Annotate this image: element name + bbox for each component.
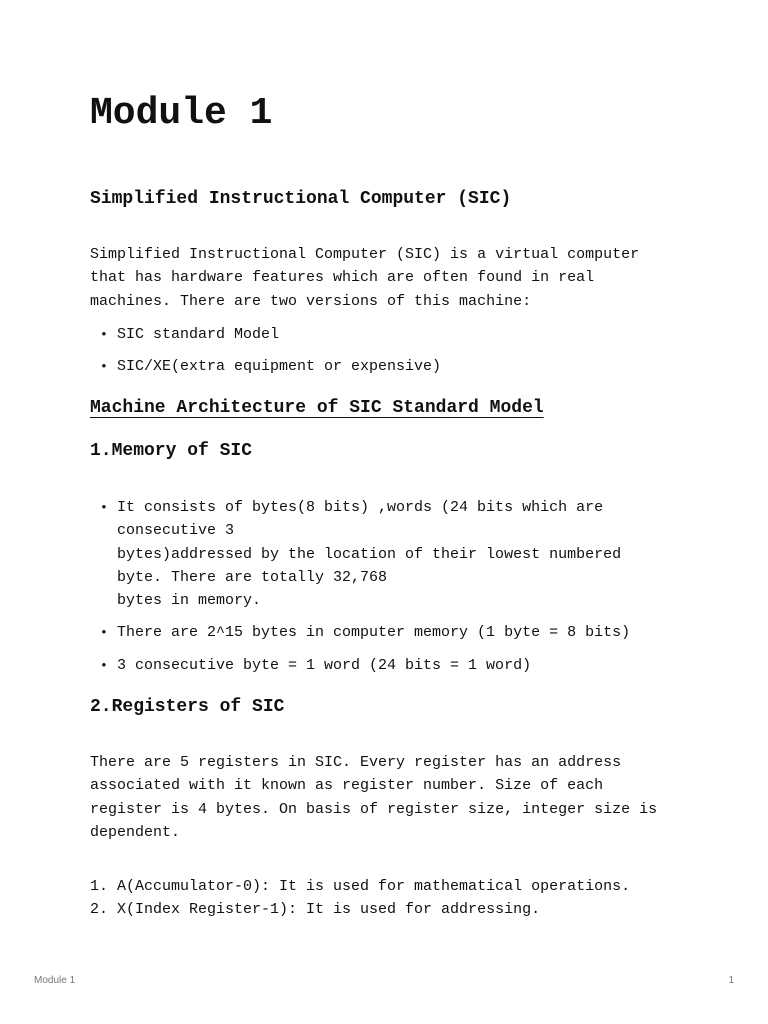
footer-page-number: 1 [728, 975, 734, 986]
sic-versions-list [90, 323, 690, 379]
memory-heading: 1.Memory of SIC [90, 441, 253, 461]
list-item: • 3 consecutive byte = 1 word (24 bits = 1 word) [90, 654, 690, 677]
registers-heading: 2.Registers of SIC [90, 697, 285, 717]
sic-intro-paragraph: Simplified Instructional Computer (SIC) is a virtual computer that has hardware features which are often found in real machines. There are two versions of this machine: [90, 246, 640, 310]
memory-bullets-list [90, 496, 690, 677]
registers-intro-paragraph: There are 5 registers in SIC. Every register has an address associated with it known as register number. Size of each register is 4 bytes. On basis of register size, integer size is dependent. [90, 754, 658, 841]
page-title: Module 1 [90, 92, 273, 135]
sic-heading: Simplified Instructional Computer (SIC) [90, 189, 512, 209]
architecture-heading: Machine Architecture of SIC Standard Model [90, 398, 544, 418]
registers-numbered-list [90, 875, 710, 922]
list-item: • It consists of bytes(8 bits) ,words (24 bits which are consecutive 3 bytes)addressed by the location of their lowest numbered byte. There are totally 32,768 bytes in memory. [90, 496, 690, 612]
list-item: 1. A(Accumulator-0): It is used for mathematical operations. [90, 878, 631, 895]
footer-module-label: Module 1 [34, 975, 76, 986]
list-item: • There are 2^15 bytes in computer memory (1 byte = 8 bits) [90, 621, 690, 644]
list-item: 2. X(Index Register-1): It is used for addressing. [90, 901, 541, 919]
list-item: • SIC standard Model [90, 323, 690, 346]
list-item: • SIC/XE(extra equipment or expensive) [90, 355, 690, 378]
